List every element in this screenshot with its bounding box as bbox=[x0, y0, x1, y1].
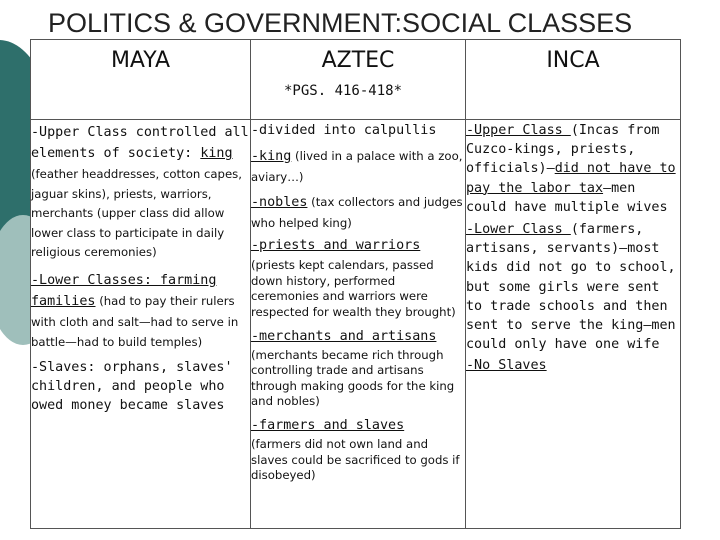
maya-upper-class bbox=[31, 121, 250, 261]
maya-slaves: -Slaves: orphans, slaves' children, and people who owed money became slaves bbox=[31, 360, 233, 414]
column-header-maya: MAYA bbox=[110, 48, 171, 73]
header-cell-aztec bbox=[251, 40, 466, 120]
aztec-merchants-detail: (merchants became rich through controlling trade and artisans through making goods for the king and nobles) bbox=[251, 347, 455, 409]
inca-upper-mid: (Incas from Cuzco-kings, priests, officials)— bbox=[466, 123, 660, 177]
page-reference: *PGS. 416-418* bbox=[284, 83, 403, 99]
aztec-farmers-label: -farmers and slaves bbox=[251, 417, 405, 433]
inca-cell bbox=[466, 120, 681, 529]
inca-no-slaves: -No Slaves bbox=[466, 358, 547, 374]
aztec-king bbox=[251, 145, 465, 186]
aztec-merchants-label: -merchants and artisans bbox=[251, 328, 437, 344]
inca-upper-end: —men could have multiple wives bbox=[466, 180, 668, 215]
inca-upper-label: -Upper Class bbox=[466, 123, 571, 138]
aztec-farmers-detail: (farmers did not own land and slaves could be sacrificed to gods if disobeyed) bbox=[251, 436, 460, 483]
column-header-aztec: AZTEC bbox=[321, 48, 395, 73]
aztec-priests-detail: (priests kept calendars, passed down history, performed ceremonies and warriors were respected for wealth they brought) bbox=[251, 258, 456, 319]
inca-upper-class bbox=[466, 121, 680, 217]
aztec-cell bbox=[251, 120, 466, 529]
aztec-merchants bbox=[251, 327, 465, 410]
header-cell-maya bbox=[31, 40, 251, 120]
aztec-nobles bbox=[251, 191, 465, 232]
inca-lower-detail: (farmers, artisans, servants)—most kids did not go to school, but some girls were sent to trade schools and then sent to serve the king—men could only have one wife bbox=[466, 222, 676, 353]
aztec-king-label: -king bbox=[251, 149, 292, 164]
header-row bbox=[31, 40, 681, 120]
maya-upper-lead: -Upper Class controlled all elements of society: bbox=[31, 125, 249, 161]
social-classes-table bbox=[30, 39, 681, 529]
aztec-farmers bbox=[251, 416, 465, 484]
header-cell-inca bbox=[466, 40, 681, 120]
slide-title: POLITICS & GOVERNMENT:SOCIAL CLASSES bbox=[48, 8, 633, 38]
aztec-nobles-detail: (tax collectors and judges who helped king) bbox=[251, 194, 463, 230]
aztec-calpullis: -divided into calpullis bbox=[251, 123, 437, 138]
inca-lower-label: -Lower Class bbox=[466, 222, 571, 238]
content-row bbox=[31, 120, 681, 529]
maya-cell bbox=[31, 120, 251, 529]
aztec-priests bbox=[251, 236, 465, 320]
aztec-nobles-label: -nobles bbox=[251, 194, 308, 210]
inca-lower-class bbox=[466, 220, 680, 354]
column-header-inca: INCA bbox=[546, 48, 600, 73]
aztec-king-detail: (lived in a palace with a zoo, aviary…) bbox=[251, 149, 463, 184]
maya-upper-detail: (feather headdresses, cotton capes, jaguar skins), priests, warriors, merchants (upper class did allow lower class to participate in daily religious ceremonies) bbox=[31, 167, 242, 260]
maya-lower-detail: (had to pay their rulers with cloth and salt—had to serve in battle—had to build temples) bbox=[31, 293, 239, 349]
inca-upper-tax: did not have to pay the labor tax bbox=[466, 161, 676, 196]
maya-lower-class bbox=[31, 269, 250, 350]
maya-lower-lead: -Lower Classes: farming families bbox=[31, 272, 217, 309]
maya-upper-king: king bbox=[200, 146, 233, 161]
aztec-priests-label: -priests and warriors bbox=[251, 238, 421, 254]
